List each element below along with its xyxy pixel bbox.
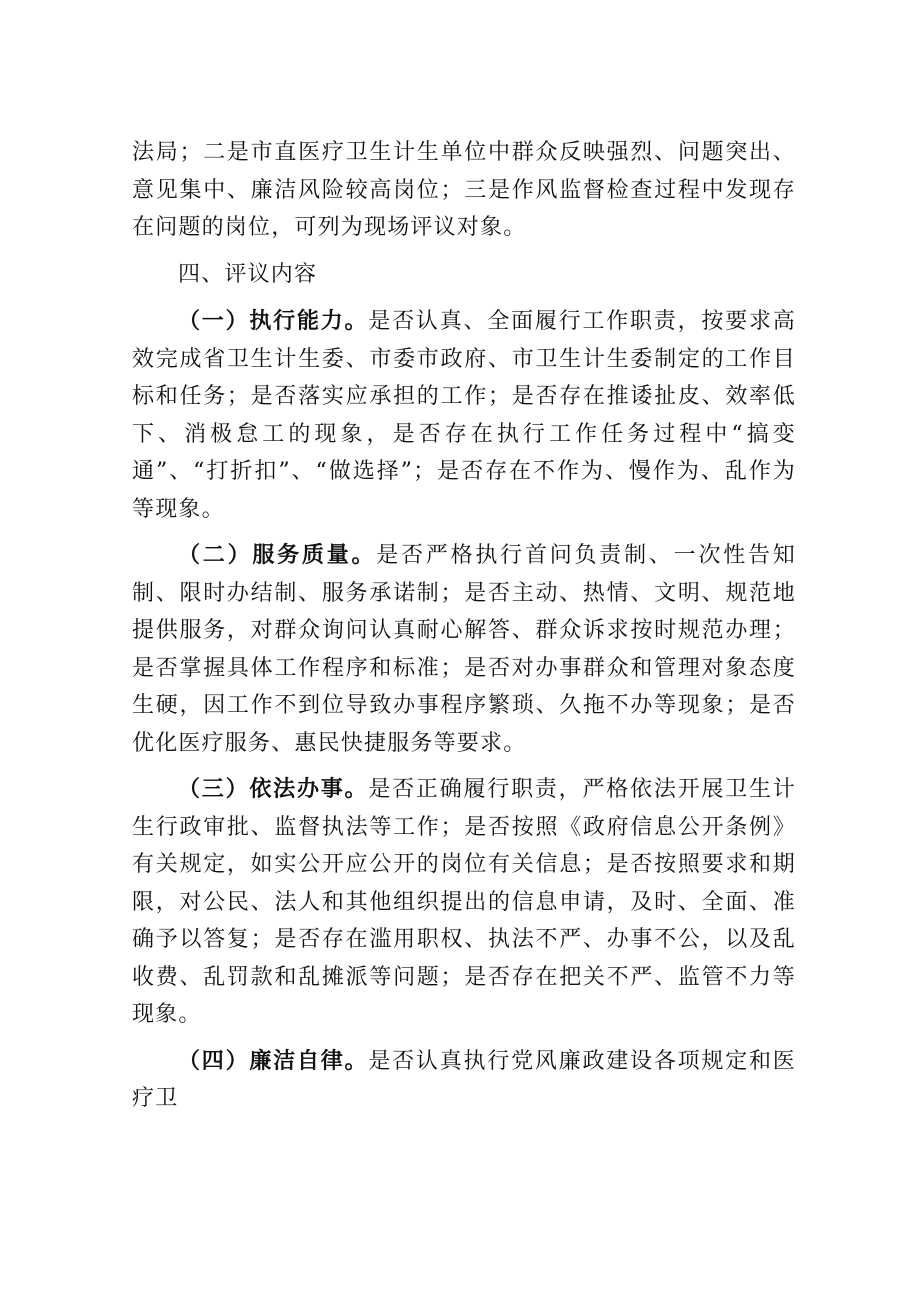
item-integrity (132, 1043, 796, 1118)
item-lead: （三）依法办事。 (178, 776, 369, 802)
intro-paragraph: 法局；二是市直医疗卫生计生单位中群众反映强烈、问题突出、意见集中、廉洁风险较高岗位；三是作风监督检查过程中发现存在问题的岗位，可列为现场评议对象。 (132, 140, 796, 240)
item-body: 是否认真、全面履行工作职责，按要求高效完成省卫生计生委、市委市政府、市卫生计生委制定的工作目标和任务；是否落实应承担的工作；是否存在推诿扯皮、效率低下、消极怠工的现象，是否存在执行工作任务过程中“搞变通”、“打折扣”、“做选择”；是否存在不作为、慢作为、乱作为等现象。 (132, 309, 796, 522)
document-page (132, 134, 796, 1118)
item-execution-ability (132, 303, 796, 528)
item-lead: （二）服务质量。 (178, 542, 377, 568)
section-heading: 四、评议内容 (178, 261, 318, 287)
item-service-quality (132, 537, 796, 762)
item-lawful-conduct (132, 771, 796, 1034)
item-body: 是否正确履行职责，严格依法开展卫生计生行政审批、监督执法等工作；是否按照《政府信息公开条例》有关规定，如实公开应公开的岗位有关信息；是否按照要求和期限，对公民、法人和其他组织提出的信息申请，及时、全面、准确予以答复；是否存在滥用职权、执法不严、办事不公，以及乱收费、乱罚款和乱摊派等问题；是否存在把关不严、监管不力等现象。 (132, 777, 796, 1027)
item-body: 是否认真执行党风廉政建设各项规定和医疗卫 (132, 1048, 796, 1111)
item-lead: （四）廉洁自律。 (178, 1047, 369, 1074)
item-body: 是否严格执行首问负责制、一次性告知制、限时办结制、服务承诺制；是否主动、热情、文明、规范地提供服务，对群众询问认真耐心解答、群众诉求按时规范办理；是否掌握具体工作程序和标准；是否对办事群众和管理对象态度生硬，因工作不到位导致办事程序繁琐、久拖不办等现象；是否优化医疗服务、惠民快捷服务等要求。 (132, 543, 796, 756)
item-lead: （一）执行能力。 (178, 308, 369, 334)
